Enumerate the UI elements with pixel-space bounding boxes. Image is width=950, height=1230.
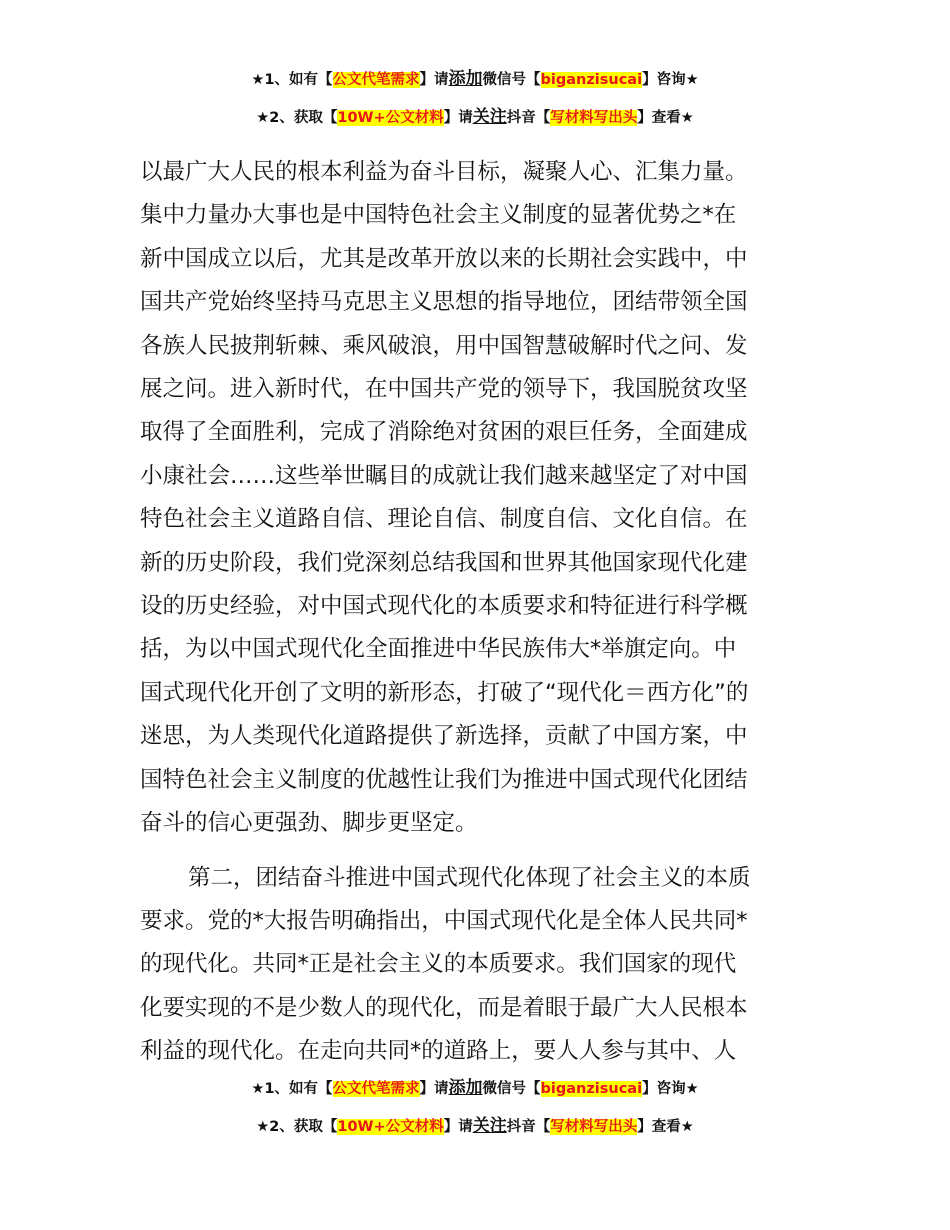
- ad2-douyin-account: 写材料写出头: [550, 110, 638, 126]
- text-line: 特色社会主义道路自信、理论自信、制度自信、文化自信。在: [140, 506, 748, 533]
- text-line: 奋斗的信心更强劲、脚步更坚定。: [140, 810, 478, 837]
- text-line: 要求。党的*大报告明确指出，中国式现代化是全体人民共同*: [140, 907, 748, 934]
- text-line: 的现代化。共同*正是社会主义的本质要求。我们国家的现代: [140, 951, 737, 978]
- ad2-mid1: 】请: [443, 110, 473, 126]
- ad2-highlight-materials: 10W+公文材料: [337, 110, 444, 126]
- text-line: 各族人民披荆斩棘、乘风破浪，用中国智慧破解时代之问、发: [140, 332, 748, 359]
- text-line: 国共产党始终坚持马克思主义思想的指导地位，团结带领全国: [140, 289, 748, 316]
- text-line: 集中力量办大事也是中国特色社会主义制度的显著优势之*在: [140, 202, 737, 229]
- text-line: 新的历史阶段，我们党深刻总结我国和世界其他国家现代化建: [140, 549, 748, 576]
- ad2-mid2: 抖音【: [506, 110, 551, 126]
- ad1-add-text: 添加: [448, 1078, 483, 1098]
- text-line: 新中国成立以后，尤其是改革开放以来的长期社会实践中，中: [140, 245, 748, 272]
- footer-ad-line-2: [0, 1115, 950, 1138]
- header-ad-line-1: [0, 68, 950, 91]
- ad2-highlight-materials: 10W+公文材料: [337, 1119, 444, 1135]
- ad1-mid1: 】请: [419, 1081, 449, 1097]
- text-line: 国特色社会主义制度的优越性让我们为推进中国式现代化团结: [140, 766, 748, 793]
- text-line: 迷思，为人类现代化道路提供了新选择，贡献了中国方案，中: [140, 723, 748, 750]
- ad2-suffix: 】查看★: [637, 1119, 694, 1135]
- ad1-mid2: 微信号【: [482, 1081, 541, 1097]
- ad1-wechat-id: biganzisucai: [540, 1081, 643, 1097]
- document-body: [140, 151, 814, 1074]
- text-line: 括，为以中国式现代化全面推进中华民族伟大*举旗定向。中: [140, 636, 737, 663]
- ad1-add-text: 添加: [448, 69, 483, 89]
- ad1-wechat-id: biganzisucai: [540, 72, 643, 88]
- ad2-mid1: 】请: [443, 1119, 473, 1135]
- ad1-prefix: ★1、如有【: [251, 1081, 333, 1097]
- ad2-prefix: ★2、获取【: [256, 1119, 338, 1135]
- ad1-mid1: 】请: [419, 72, 449, 88]
- text-line: 以最广大人民的根本利益为奋斗目标，凝聚人心、汇集力量。: [140, 159, 748, 185]
- text-line: 小康社会……这些举世瞩目的成就让我们越来越坚定了对中国: [140, 462, 748, 489]
- text-line: 利益的现代化。在走向共同*的道路上，要人人参与其中、人: [140, 1038, 737, 1065]
- text-line: 设的历史经验，对中国式现代化的本质要求和特征进行科学概: [140, 593, 748, 620]
- ad1-highlight-service: 公文代笔需求: [332, 1081, 420, 1097]
- ad1-suffix: 】咨询★: [642, 72, 699, 88]
- footer-ad-line-1: [0, 1077, 950, 1100]
- ad2-douyin-account: 写材料写出头: [550, 1119, 638, 1135]
- text-line: 国式现代化开创了文明的新形态，打破了“现代化＝西方化”的: [140, 679, 749, 706]
- text-line: 化要实现的不是少数人的现代化，而是着眼于最广大人民根本: [140, 994, 748, 1021]
- paragraph-2: [140, 857, 814, 1074]
- text-line: 取得了全面胜利，完成了消除绝对贫困的艰巨任务，全面建成: [140, 419, 748, 446]
- paragraph-1: [140, 151, 814, 846]
- ad1-suffix: 】咨询★: [642, 1081, 699, 1097]
- text-line: 展之问。进入新时代，在中国共产党的领导下，我国脱贫攻坚: [140, 376, 748, 403]
- ad2-prefix: ★2、获取【: [256, 110, 338, 126]
- text-line: 第二，团结奋斗推进中国式现代化体现了社会主义的本质: [188, 864, 751, 891]
- ad2-follow-text: 关注: [472, 107, 507, 127]
- header-ad-line-2: [0, 106, 950, 129]
- ad2-follow-text: 关注: [472, 1116, 507, 1136]
- ad1-prefix: ★1、如有【: [251, 72, 333, 88]
- ad1-highlight-service: 公文代笔需求: [332, 72, 420, 88]
- ad1-mid2: 微信号【: [482, 72, 541, 88]
- ad2-suffix: 】查看★: [637, 110, 694, 126]
- ad2-mid2: 抖音【: [506, 1119, 551, 1135]
